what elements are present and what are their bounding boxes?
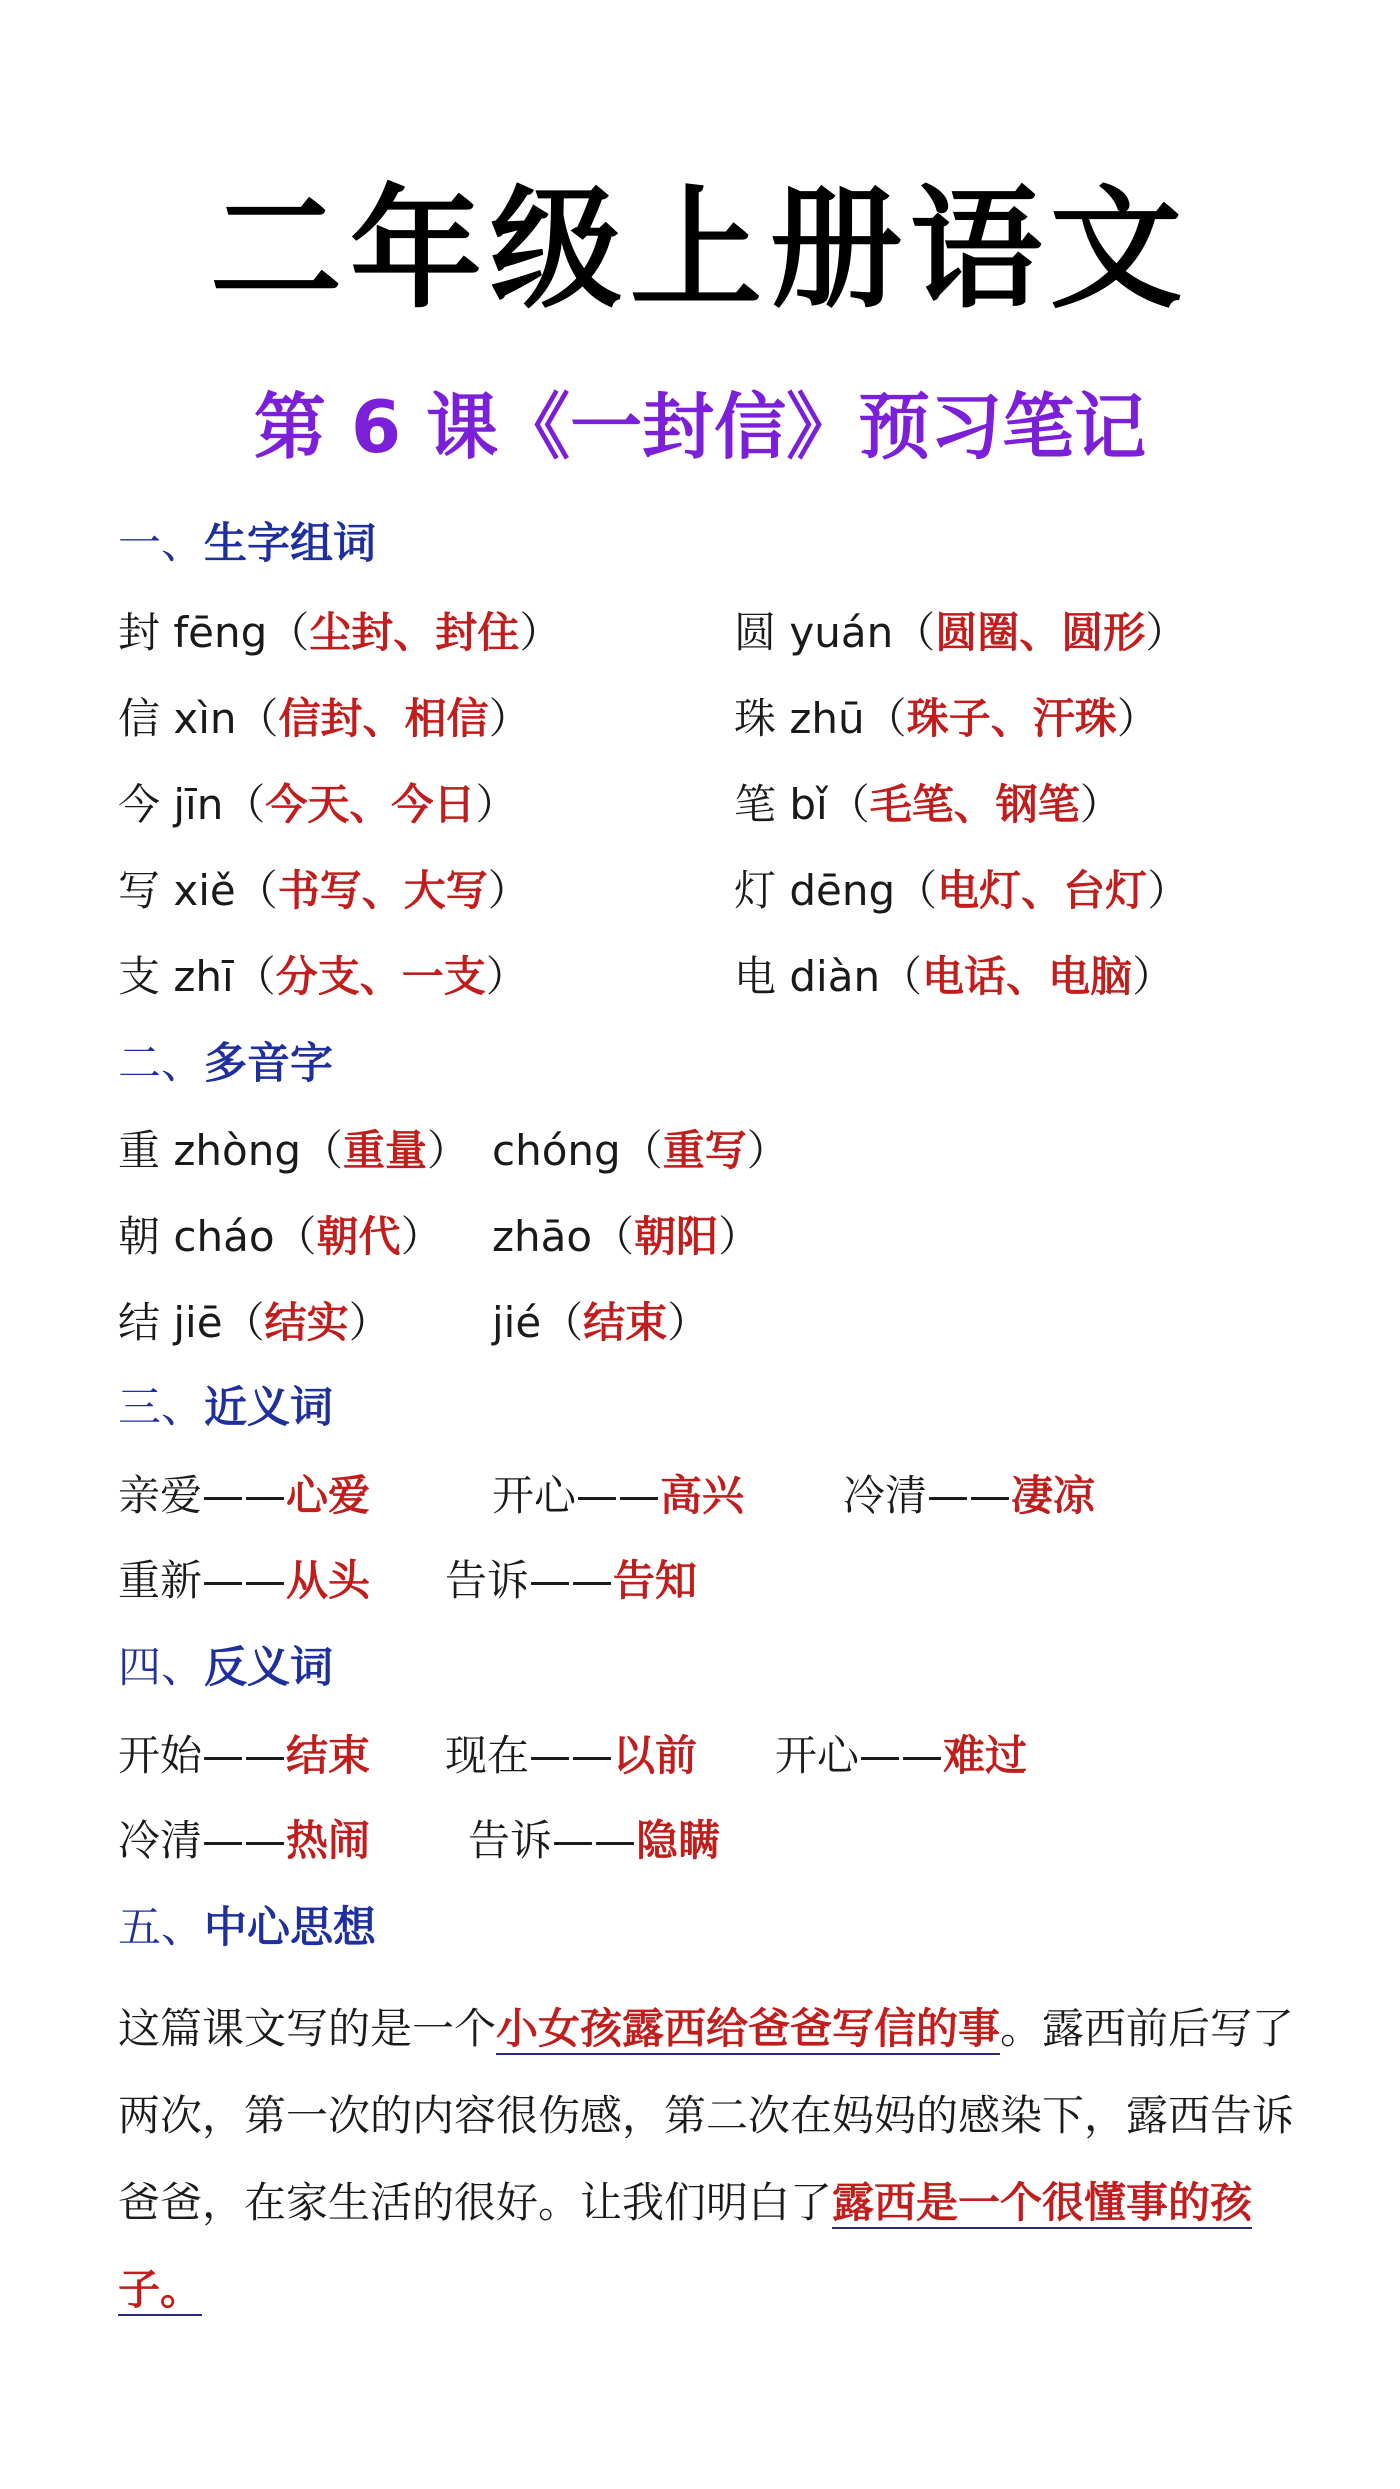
open-paren: （	[880, 952, 923, 1001]
character-entry	[118, 863, 530, 919]
open-paren: （	[274, 1212, 317, 1261]
word-group: 毛笔、钢笔	[869, 780, 1080, 829]
character: 封	[118, 608, 161, 657]
character-entry	[734, 949, 1174, 1005]
close-paren: ）	[746, 1126, 789, 1175]
pinyin: yuán	[789, 608, 894, 657]
pinyin: xìn	[173, 694, 237, 743]
close-paren: ）	[1147, 866, 1190, 915]
dash: ——	[202, 1556, 287, 1605]
open-paren: （	[895, 866, 938, 915]
antonym-pair	[775, 1728, 1027, 1784]
section-heading-synonyms: 三、近义词	[118, 1383, 333, 1433]
open-paren: （	[235, 866, 278, 915]
antonym-pair	[445, 1728, 697, 1784]
character-entry	[734, 691, 1159, 747]
character: 灯	[734, 866, 777, 915]
pinyin: zhāo	[492, 1212, 593, 1261]
word: 现在	[445, 1731, 530, 1780]
open-paren: （	[267, 608, 310, 657]
dash: ——	[202, 1731, 287, 1780]
close-paren: ）	[1132, 952, 1175, 1001]
polyphone-reading-2	[492, 1123, 789, 1179]
section-heading-characters: 一、生字组词	[118, 519, 376, 569]
close-paren: ）	[475, 780, 518, 829]
pair-word: 心爱	[286, 1471, 371, 1520]
polyphone-reading-1	[118, 1295, 391, 1351]
character: 圆	[734, 608, 777, 657]
word-group: 今天、今日	[265, 780, 476, 829]
pair-word: 热闹	[286, 1816, 371, 1865]
section-heading-polyphones: 二、多音字	[118, 1039, 333, 1089]
pair-word: 难过	[943, 1731, 1028, 1780]
open-paren: （	[620, 1126, 663, 1175]
pair-word: 高兴	[660, 1471, 745, 1520]
open-paren: （	[827, 780, 870, 829]
dash: ——	[552, 1816, 637, 1865]
dash: ——	[576, 1471, 661, 1520]
close-paren: ）	[485, 952, 528, 1001]
pinyin: cháo	[173, 1212, 275, 1261]
dash: ——	[529, 1556, 614, 1605]
character: 重	[118, 1126, 161, 1175]
pinyin: diàn	[789, 952, 881, 1001]
word: 亲爱	[118, 1471, 203, 1520]
character-entry	[734, 605, 1187, 661]
word-group: 电灯、台灯	[937, 866, 1148, 915]
open-paren: （	[233, 952, 276, 1001]
close-paren: ）	[718, 1212, 761, 1261]
pinyin: zhū	[789, 694, 865, 743]
pinyin: zhòng	[173, 1126, 302, 1175]
open-paren: （	[236, 694, 279, 743]
word: 冷清	[843, 1471, 928, 1520]
word-group: 圆圈、圆形	[935, 608, 1146, 657]
word: 结束	[583, 1298, 668, 1347]
pinyin: fēng	[173, 608, 268, 657]
character-entry	[118, 777, 517, 833]
word: 告诉	[468, 1816, 553, 1865]
character: 电	[734, 952, 777, 1001]
lesson-subtitle: 第 6 课《一封信》预习笔记	[253, 385, 1147, 469]
word: 告诉	[445, 1556, 530, 1605]
open-paren: （	[893, 608, 936, 657]
word: 开始	[118, 1731, 203, 1780]
open-paren: （	[222, 1298, 265, 1347]
dash: ——	[529, 1731, 614, 1780]
antonym-pair	[468, 1813, 720, 1869]
character: 今	[118, 780, 161, 829]
antonym-pair	[118, 1728, 370, 1784]
word: 开心	[775, 1731, 860, 1780]
pinyin: bǐ	[789, 780, 828, 829]
polyphone-reading-1	[118, 1123, 469, 1179]
close-paren: ）	[487, 866, 530, 915]
word-group: 信封、相信	[278, 694, 489, 743]
section-heading-main-idea: 五、中心思想	[118, 1903, 376, 1953]
synonym-pair	[492, 1468, 744, 1524]
main-idea-paragraph: 这篇课文写的是一个小女孩露西给爸爸写信的事。露西前后写了两次，第一次的内容很伤感，第二次在妈妈的感染下，露西告诉爸爸，在家生活的很好。让我们明白了露西是一个很懂事的孩子。	[118, 2004, 1295, 2314]
character-entry	[734, 863, 1189, 919]
word-group: 分支、一支	[275, 952, 486, 1001]
word-group: 书写、大写	[277, 866, 488, 915]
pair-word: 从头	[286, 1556, 371, 1605]
close-paren: ）	[1116, 694, 1159, 743]
character-entry	[118, 605, 561, 661]
pair-word: 结束	[286, 1731, 371, 1780]
character-entry	[734, 777, 1122, 833]
pair-word: 告知	[613, 1556, 698, 1605]
character: 信	[118, 694, 161, 743]
main-idea-highlight-1: 小女孩露西给爸爸写信的事	[496, 2004, 1001, 2053]
character-entry	[118, 949, 528, 1005]
dash: ——	[202, 1471, 287, 1520]
pinyin: jié	[492, 1298, 542, 1347]
pinyin: jīn	[173, 780, 224, 829]
word-group: 尘封、封住	[309, 608, 520, 657]
word: 朝代	[316, 1212, 401, 1261]
main-idea-highlight-2: 露西是一个很懂事的孩子。	[118, 2178, 1253, 2314]
pinyin: xiě	[173, 866, 236, 915]
polyphone-reading-2	[492, 1295, 709, 1351]
close-paren: ）	[667, 1298, 710, 1347]
word: 重量	[343, 1126, 428, 1175]
word: 朝阳	[634, 1212, 719, 1261]
pinyin: jiē	[173, 1298, 223, 1347]
close-paren: ）	[400, 1212, 443, 1261]
open-paren: （	[592, 1212, 635, 1261]
pinyin: zhī	[173, 952, 234, 1001]
close-paren: ）	[348, 1298, 391, 1347]
dash: ——	[202, 1816, 287, 1865]
word-group: 珠子、汗珠	[906, 694, 1117, 743]
character: 写	[118, 866, 161, 915]
character-entry	[118, 691, 531, 747]
section-heading-antonyms: 四、反义词	[118, 1643, 333, 1693]
word: 重新	[118, 1556, 203, 1605]
synonym-pair	[843, 1468, 1095, 1524]
polyphone-reading-2	[492, 1209, 760, 1265]
word: 结实	[264, 1298, 349, 1347]
word: 重写	[662, 1126, 747, 1175]
open-paren: （	[541, 1298, 584, 1347]
close-paren: ）	[519, 608, 562, 657]
word-group: 电话、电脑	[922, 952, 1133, 1001]
synonym-pair	[118, 1468, 370, 1524]
pair-word: 以前	[613, 1731, 698, 1780]
polyphone-reading-1	[118, 1209, 443, 1265]
page-title: 二年级上册语文	[210, 173, 1190, 327]
open-paren: （	[301, 1126, 344, 1175]
synonym-pair	[445, 1553, 697, 1609]
pinyin: dēng	[789, 866, 896, 915]
character: 支	[118, 952, 161, 1001]
word: 开心	[492, 1471, 577, 1520]
antonym-pair	[118, 1813, 370, 1869]
dash: ——	[859, 1731, 944, 1780]
close-paren: ）	[488, 694, 531, 743]
pinyin: chóng	[492, 1126, 621, 1175]
open-paren: （	[864, 694, 907, 743]
character: 结	[118, 1298, 161, 1347]
dash: ——	[927, 1471, 1012, 1520]
pair-word: 隐瞒	[636, 1816, 721, 1865]
character: 朝	[118, 1212, 161, 1261]
character: 珠	[734, 694, 777, 743]
synonym-pair	[118, 1553, 370, 1609]
open-paren: （	[223, 780, 266, 829]
pair-word: 凄凉	[1011, 1471, 1096, 1520]
word: 冷清	[118, 1816, 203, 1865]
close-paren: ）	[1079, 780, 1122, 829]
character: 笔	[734, 780, 777, 829]
close-paren: ）	[427, 1126, 470, 1175]
close-paren: ）	[1145, 608, 1188, 657]
